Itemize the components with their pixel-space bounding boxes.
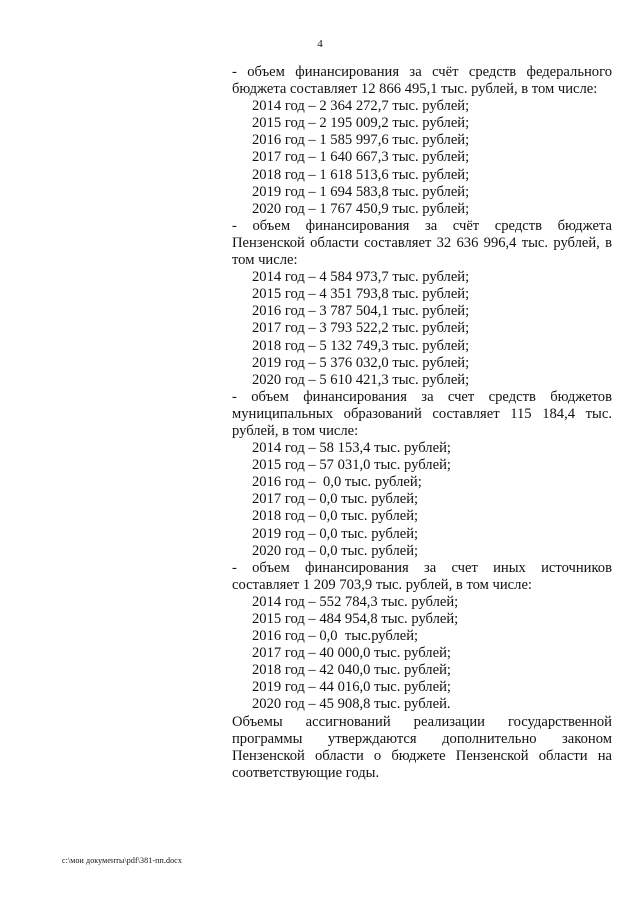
year-item: 2015 год – 57 031,0 тыс. рублей; [252,457,451,474]
year-item: 2017 год – 3 793 522,2 тыс. рублей; [252,320,470,337]
year-item: 2017 год – 0,0 тыс. рублей; [252,491,419,508]
year-item: 2014 год – 58 153,4 тыс. рублей; [252,440,451,457]
section-intro: - объем финансирования за счет иных источников составляет 1 209 703,9 тыс. рублей, в том числе: [232,559,612,593]
municipal-budget-section [232,389,612,560]
year-item: 2016 год – 3 787 504,1 тыс. рублей; [252,303,470,320]
footer-file-path: c:\мои документы\pdf\381-пп.docx [62,856,182,865]
year-item: 2014 год – 4 584 973,7 тыс. рублей; [252,269,470,286]
year-item: 2020 год – 0,0 тыс. рублей; [252,542,419,559]
year-item: 2018 год – 5 132 749,3 тыс. рублей; [252,337,470,354]
year-item: 2017 год – 1 640 667,3 тыс. рублей; [252,149,470,166]
year-item: 2014 год – 552 784,3 тыс. рублей; [252,593,459,610]
year-item: 2016 год – 0,0 тыс. рублей; [252,474,422,491]
document-body [232,64,612,782]
year-item: 2016 год – 1 585 997,6 тыс. рублей; [252,132,470,149]
section-intro: - объем финансирования за счет средств бюджетов муниципальных образований составляет 115 184,4 тыс. рублей, в том числе: [232,388,612,439]
year-item: 2019 год – 5 376 032,0 тыс. рублей; [252,354,470,371]
year-item: 2015 год – 2 195 009,2 тыс. рублей; [252,115,470,132]
year-item: 2020 год – 1 767 450,9 тыс. рублей; [252,200,470,217]
other-sources-section [232,560,612,714]
year-item: 2015 год – 484 954,8 тыс. рублей; [252,611,459,627]
year-item: 2019 год – 44 016,0 тыс. рублей; [252,679,451,696]
closing-paragraph: Объемы ассигнований реализации государственной программы утверждаются дополнительно законом Пензенской области о бюджете Пензенской области на соответствующие годы. [232,713,612,781]
section-intro: - объем финансирования за счёт средств бюджета Пензенской области составляет 32 636 996,4 тыс. рублей, в том числе: [232,217,612,269]
year-item: 2015 год – 4 351 793,8 тыс. рублей; [252,286,470,303]
year-item: 2020 год – 5 610 421,3 тыс. рублей; [252,371,470,388]
year-item: 2016 год – 0,0 тыс.рублей; [252,628,419,645]
year-item: 2017 год – 40 000,0 тыс. рублей; [252,645,451,662]
section-intro: - объем финансирования за счёт средств федерального бюджета составляет 12 866 495,1 тыс. рублей, в том числе: [232,64,612,98]
year-item: 2018 год – 0,0 тыс. рублей; [252,508,419,525]
year-item: 2019 год – 1 694 583,8 тыс. рублей; [252,183,470,200]
year-item: 2018 год – 42 040,0 тыс. рублей; [252,662,451,679]
year-item: 2018 год – 1 618 513,6 тыс. рублей; [252,166,470,183]
regional-budget-section [232,218,612,389]
year-item: 2019 год – 0,0 тыс. рублей; [252,525,419,542]
year-item: 2020 год – 45 908,8 тыс. рублей. [252,696,451,713]
page-number: 4 [317,38,323,50]
year-item: 2014 год – 2 364 272,7 тыс. рублей; [252,98,470,115]
federal-budget-section [232,64,612,218]
